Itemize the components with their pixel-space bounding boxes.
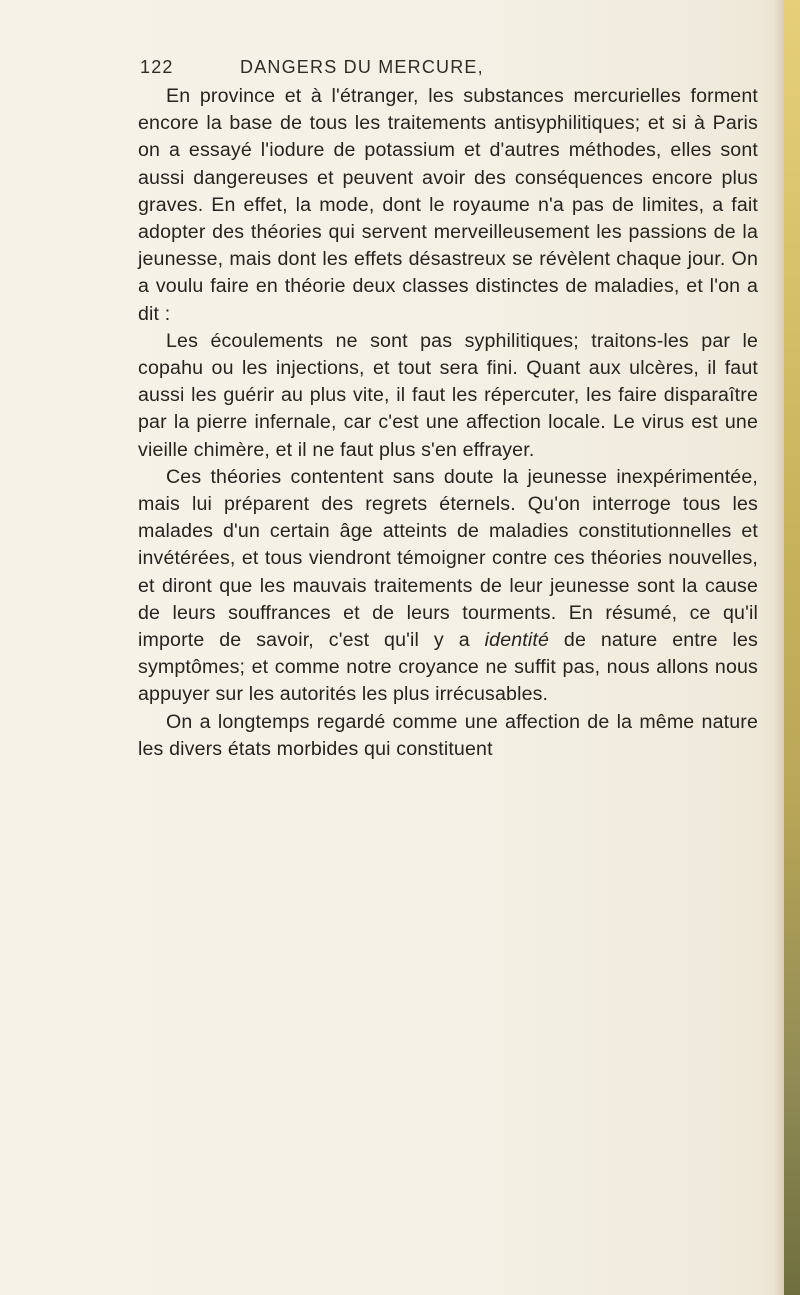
page-number: 122 xyxy=(140,57,174,77)
emphasis-identite: identité xyxy=(484,629,550,652)
body-text xyxy=(138,83,758,763)
paragraph-4: On a longtemps regardé comme une affection de la même nature les divers états morbides qui constituent xyxy=(138,710,758,760)
page-gutter-shadow xyxy=(774,0,784,1295)
paragraph-3 xyxy=(138,464,758,709)
paragraph-2: Les écoulements ne sont pas syphilitiques; traitons-les par le copahu ou les injections, et tout sera fini. Quant aux ulcères, il faut aussi les guérir au plus vite, il faut les répercuter, les faire disparaître par la pierre infernale, car c'est une affection locale. Le virus est une vieille chimère, et il ne faut plus s'en effrayer. xyxy=(138,329,758,461)
paragraph-1: En province et à l'étranger, les substances mercurielles forment encore la base de tous les traitements antisyphilitiques; et si à Paris on a essayé l'iodure de potassium et d'autres méthodes, elles sont aussi dangereuses et peuvent avoir des conséquences encore plus graves. En effet, la mode, dont le royaume n'a pas de limites, a fait adopter des théories qui servent merveilleusement les passions de la jeunesse, mais dont les effets désastreux se révèlent chaque jour. On a voulu faire en théorie deux classes distinctes de maladies, et l'on a dit : xyxy=(138,85,758,325)
running-title: DANGERS DU MERCURE, xyxy=(240,57,484,77)
paragraph-3-start: Ces théories contentent sans doute la jeunesse inexpérimentée, mais lui préparent des regrets éternels. Qu'on interroge tous les malades d'un certain âge atteints de maladies constitutionnelles et invétérées, et tous viendront témoigner contre ces théories nouvelles, et diront que les mauvais traitements de leur jeunesse sont la cause de leurs souffrances et de leurs tourments. En résumé, ce qu'il importe de savoir, c'est qu'il y a xyxy=(138,465,758,652)
paragraph-3-end: de nature entre les symptômes; et comme notre croyance ne suffit pas, nous allons nous appuyer sur les autorités les plus irrécusables. xyxy=(138,629,758,706)
page-edge xyxy=(784,0,800,1295)
